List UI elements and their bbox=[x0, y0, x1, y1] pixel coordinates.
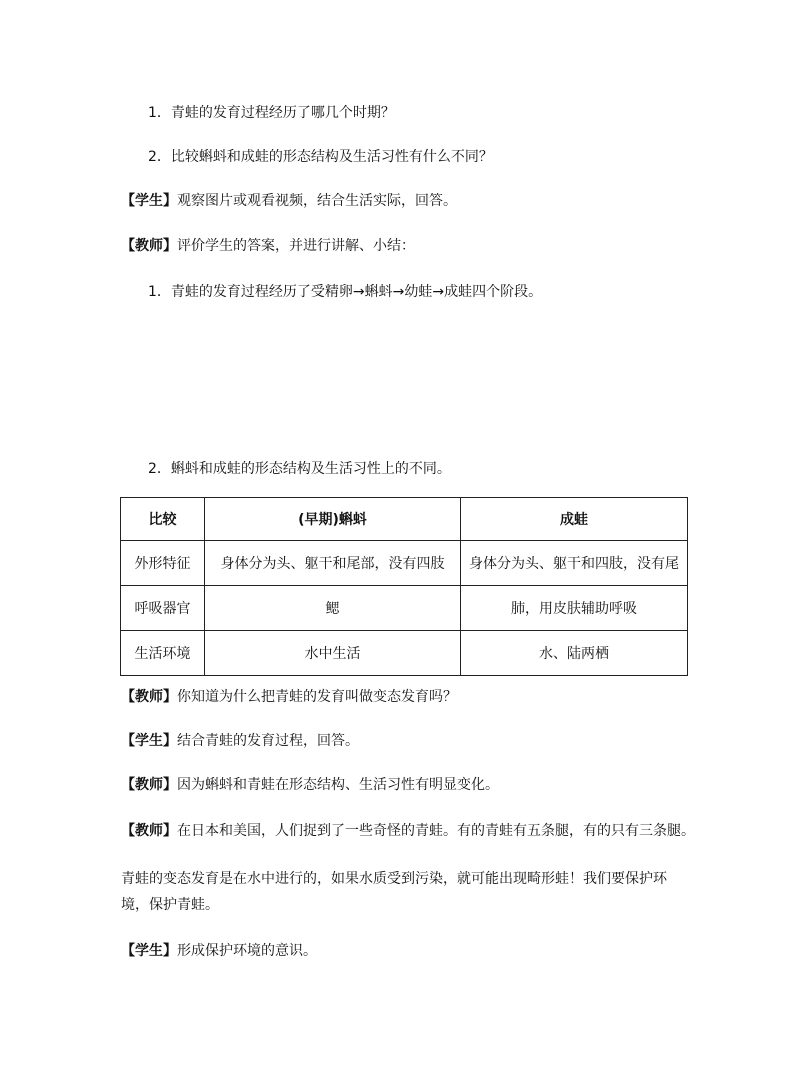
table-cell: 肺，用皮肤辅助呼吸 bbox=[461, 586, 688, 631]
student-text: 观察图片或观看视频，结合生活实际，回答。 bbox=[177, 193, 457, 209]
table-cell: 身体分为头、躯干和四肢，没有尾 bbox=[461, 541, 688, 586]
student-paragraph-2 bbox=[121, 732, 359, 750]
table-header-cell: (早期)蝌蚪 bbox=[205, 498, 461, 541]
table-header-cell: 成蛙 bbox=[461, 498, 688, 541]
table-header-cell: 比较 bbox=[121, 498, 205, 541]
question-2: 2．比较蝌蚪和成蛙的形态结构及生活习性有什么不同？ bbox=[148, 149, 493, 165]
table-row bbox=[121, 541, 688, 586]
table-cell: 身体分为头、躯干和尾部，没有四肢 bbox=[205, 541, 461, 586]
student-text: 结合青蛙的发育过程，回答。 bbox=[177, 733, 359, 749]
table-header-row bbox=[121, 498, 688, 541]
teacher-paragraph-2 bbox=[121, 688, 457, 706]
teacher-paragraph-1 bbox=[121, 237, 415, 255]
student-tag: 【学生】 bbox=[121, 733, 177, 749]
table-cell: 生活环境 bbox=[121, 631, 205, 676]
table-cell: 呼吸器官 bbox=[121, 586, 205, 631]
teacher-text: 评价学生的答案，并进行讲解、小结： bbox=[177, 238, 415, 254]
student-tag: 【学生】 bbox=[121, 193, 177, 209]
student-paragraph-1 bbox=[121, 192, 457, 210]
teacher-text: 你知道为什么把青蛙的发育叫做变态发育吗？ bbox=[177, 689, 457, 705]
teacher-tag: 【教师】 bbox=[121, 689, 177, 705]
teacher-paragraph-3 bbox=[121, 776, 499, 794]
student-text: 形成保护环境的意识。 bbox=[177, 943, 317, 959]
table-cell: 水中生活 bbox=[205, 631, 461, 676]
table-cell: 鳃 bbox=[205, 586, 461, 631]
teacher-text: 在日本和美国，人们捉到了一些奇怪的青蛙。有的青蛙有五条腿，有的只有三条腿。 bbox=[177, 823, 695, 839]
teacher-tag: 【教师】 bbox=[121, 823, 177, 839]
table-row bbox=[121, 586, 688, 631]
student-paragraph-3 bbox=[121, 942, 317, 960]
answer-1: 1．青蛙的发育过程经历了受精卵→蝌蚪→幼蛙→成蛙四个阶段。 bbox=[148, 284, 543, 300]
teacher-text: 因为蝌蚪和青蛙在形态结构、生活习性有明显变化。 bbox=[177, 777, 499, 793]
table-cell: 外形特征 bbox=[121, 541, 205, 586]
body-paragraph: 青蛙的变态发育是在水中进行的，如果水质受到污染，就可能出现畸形蛙！我们要保护环境，保护青蛙。 bbox=[121, 871, 667, 913]
answer-2: 2．蝌蚪和成蛙的形态结构及生活习性上的不同。 bbox=[148, 461, 451, 477]
table-row bbox=[121, 631, 688, 676]
question-1: 1．青蛙的发育过程经历了哪几个时期？ bbox=[148, 105, 395, 121]
teacher-paragraph-4 bbox=[121, 822, 695, 840]
student-tag: 【学生】 bbox=[121, 943, 177, 959]
teacher-tag: 【教师】 bbox=[121, 238, 177, 254]
table-cell: 水、陆两栖 bbox=[461, 631, 688, 676]
comparison-table bbox=[120, 497, 688, 676]
teacher-tag: 【教师】 bbox=[121, 777, 177, 793]
